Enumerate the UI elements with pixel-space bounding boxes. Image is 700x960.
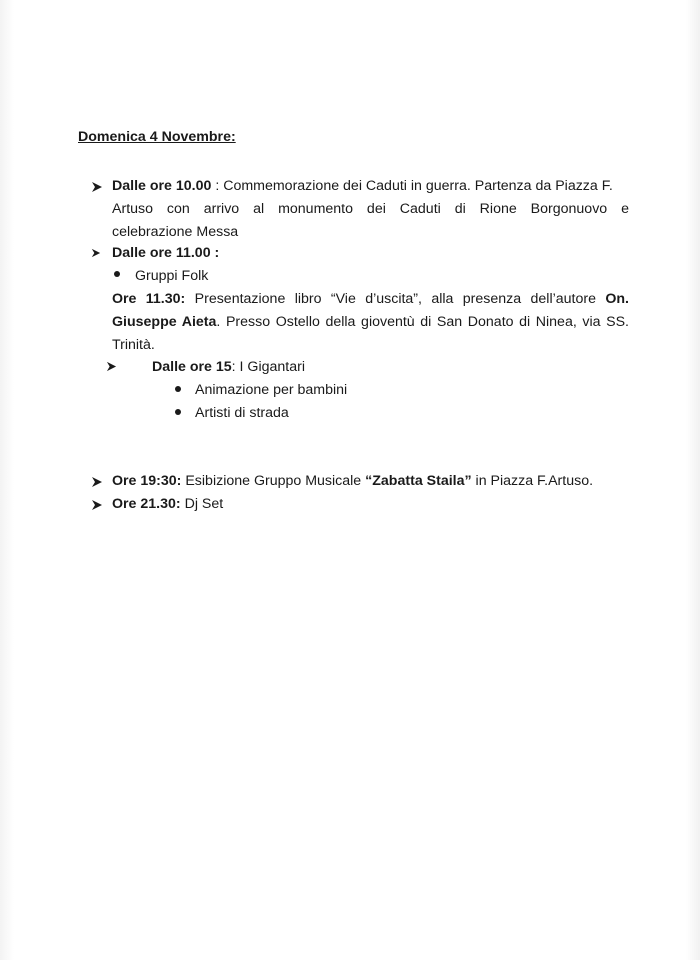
arrow-bullet-icon [91,476,103,488]
schedule-time: Ore 19:30: [112,473,182,489]
schedule-item-1-line-1 [112,175,613,198]
arrow-bullet-icon [106,361,117,372]
page-heading: Domenica 4 Novembre: [78,129,236,145]
dot-bullet-icon [175,409,181,415]
schedule-text: : Commemorazione dei Caduti in guerra. Partenza da Piazza F. [211,178,613,194]
schedule-text: Presentazione libro “Vie d’uscita”, alla presenza dell’autore [185,291,606,307]
schedule-time: Dalle ore 10.00 [112,178,212,194]
schedule-time: Dalle ore 11.00 : [112,245,220,261]
schedule-text: : I Gigantari [231,359,305,375]
book-presentation-line-3: Trinità. [112,337,155,353]
schedule-time: Dalle ore 15 [152,359,232,375]
arrow-bullet-icon [91,248,101,258]
arrow-bullet-icon [91,499,103,511]
schedule-text: in Piazza F.Artuso. [471,473,594,489]
schedule-item-5 [112,493,223,516]
schedule-item-2-bullet-1: Gruppi Folk [135,268,209,284]
band-name: “Zabatta Staila” [365,473,472,489]
schedule-text: . Presso Ostello della gioventù di San Donato di Ninea, via SS. [216,314,629,330]
schedule-text: Dj Set [180,496,224,512]
schedule-item-4 [112,470,593,493]
author-title: On. [605,291,629,307]
book-presentation-line-1 [112,288,629,311]
arrow-bullet-icon [91,181,103,193]
schedule-time: Ore 11.30: [112,291,186,307]
schedule-text: Esibizione Gruppo Musicale [181,473,366,489]
schedule-item-1-line-2: Artuso con arrivo al monumento dei Caduti di Rione Borgonuovo e [112,201,629,217]
dot-bullet-icon [114,271,120,277]
author-name: Giuseppe Aieta [112,314,217,330]
schedule-item-3-title [152,356,305,379]
dot-bullet-icon [175,386,181,392]
schedule-time: Ore 21.30: [112,496,181,512]
schedule-item-1-line-3: celebrazione Messa [112,224,239,240]
schedule-item-3-bullet-2: Artisti di strada [195,405,289,421]
schedule-item-2-title [112,242,219,265]
schedule-item-3-bullet-1: Animazione per bambini [195,382,348,398]
book-presentation-line-2 [112,311,629,334]
